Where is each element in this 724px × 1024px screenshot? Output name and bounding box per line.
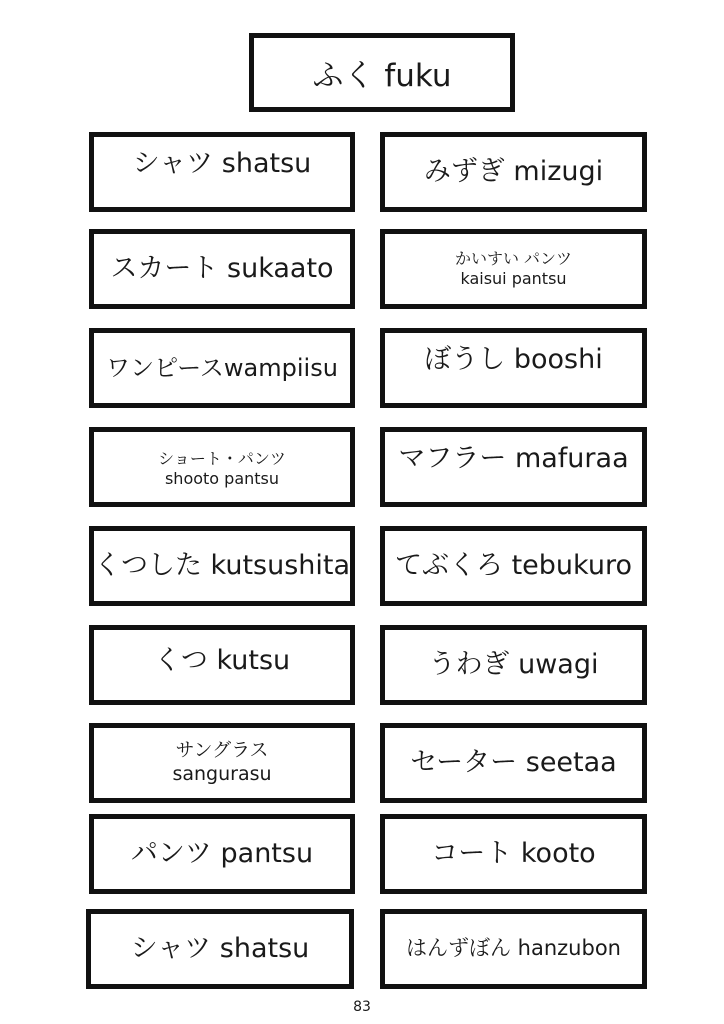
card-text: くつした kutsushita — [93, 550, 351, 582]
card-text: コート kooto — [431, 838, 596, 870]
card-booshi — [380, 328, 647, 408]
card-text-japanese: かいすい パンツ — [454, 249, 573, 268]
card-tebukuro — [380, 526, 647, 606]
card-text: ぼうし booshi — [424, 344, 603, 375]
card-text: スカート sukaato — [110, 253, 334, 285]
card-text-romaji: sangurasu — [172, 763, 272, 785]
card-text-romaji: shooto pantsu — [164, 469, 280, 488]
card-text: マフラー mafuraa — [398, 443, 629, 474]
card-sangurasu — [89, 723, 355, 803]
card-kutsushita — [89, 526, 355, 606]
card-shatsu-2 — [86, 909, 354, 989]
card-text: シャツ shatsu — [132, 148, 312, 179]
card-hanzubon — [380, 909, 647, 989]
card-text: てぶくろ tebukuro — [395, 550, 632, 582]
page-number: 83 — [353, 999, 371, 1015]
card-seetaa — [380, 723, 647, 803]
card-sukaato — [89, 229, 355, 309]
card-text: シャツ shatsu — [130, 933, 310, 965]
card-text-japanese: ショート・パンツ — [158, 449, 286, 468]
card-mizugi — [380, 132, 647, 212]
card-uwagi — [380, 625, 647, 705]
card-text: うわぎ uwagi — [428, 649, 599, 681]
card-pantsu — [89, 814, 355, 894]
card-text: セーター seetaa — [410, 747, 617, 779]
card-shatsu — [89, 132, 355, 212]
card-text: ワンピースwampiisu — [106, 353, 338, 382]
card-kutsu — [89, 625, 355, 705]
card-text-japanese: サングラス — [175, 739, 269, 762]
card-text: はんずぼん hanzubon — [406, 936, 621, 961]
card-text: パンツ pantsu — [130, 838, 314, 870]
title-text: ふく fuku — [312, 58, 452, 94]
card-kaisui-pantsu — [380, 229, 647, 309]
card-text: くつ kutsu — [153, 645, 291, 676]
card-shooto-pantsu — [89, 427, 355, 507]
card-text: みずぎ mizugi — [423, 156, 604, 188]
card-mafuraa — [380, 427, 647, 507]
title-card — [249, 33, 515, 112]
card-kooto — [380, 814, 647, 894]
card-text-romaji: kaisui pantsu — [460, 269, 567, 288]
card-wampiisu — [89, 328, 355, 408]
